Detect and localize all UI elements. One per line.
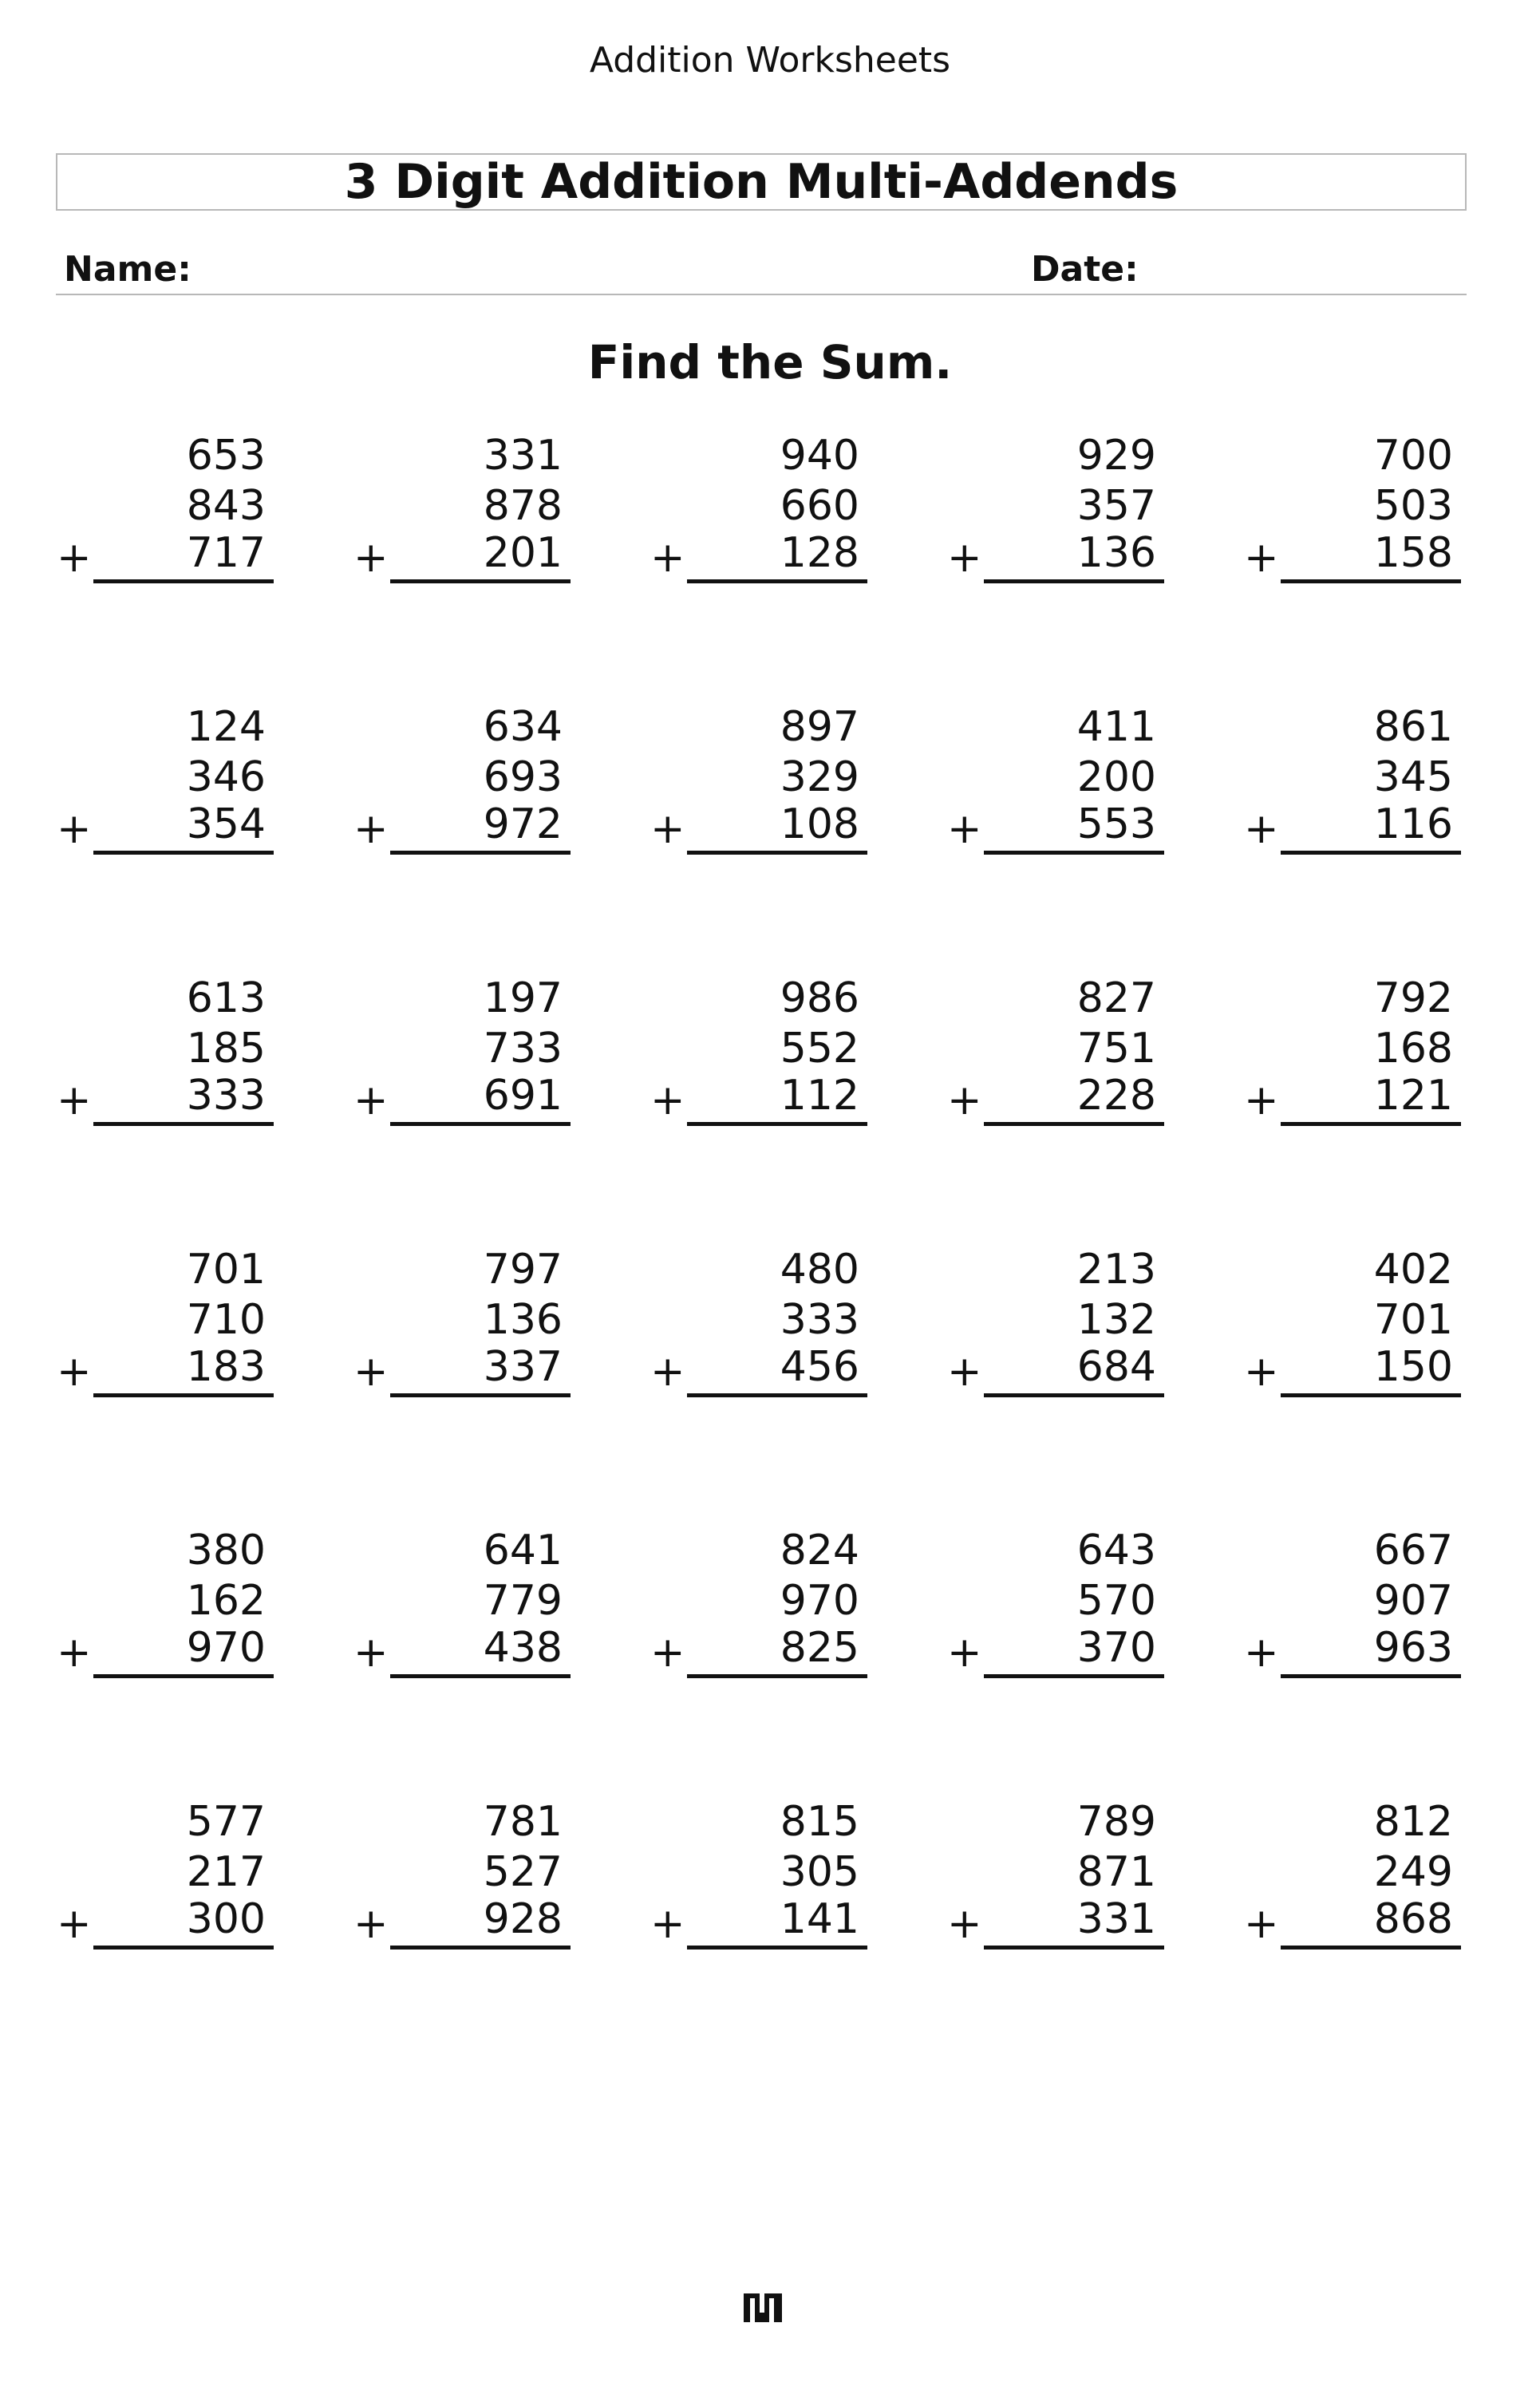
answer-line	[687, 1122, 867, 1126]
addend-2: 570	[1076, 1577, 1156, 1625]
worksheet-title: 3 Digit Addition Multi-Addends	[56, 153, 1467, 211]
addition-problem	[644, 702, 867, 870]
addition-problem	[1238, 1526, 1461, 1693]
addition-problem	[50, 1526, 274, 1693]
addend-3: 150	[1373, 1343, 1453, 1391]
date-label: Date:	[1031, 249, 1139, 290]
addend-3: 970	[186, 1624, 266, 1672]
addend-3: 158	[1373, 529, 1453, 577]
addend-2: 871	[1076, 1848, 1156, 1896]
addend-2: 162	[186, 1577, 266, 1625]
answer-line	[1281, 1122, 1461, 1126]
addend-3: 136	[1076, 529, 1156, 577]
addition-problem	[50, 431, 274, 598]
addend-2: 132	[1076, 1296, 1156, 1344]
addend-2: 185	[186, 1025, 266, 1073]
answer-line	[93, 1946, 274, 1950]
addend-2: 305	[780, 1848, 859, 1896]
addend-2: 751	[1076, 1025, 1156, 1073]
addend-2: 249	[1373, 1848, 1453, 1896]
addend-3: 438	[483, 1624, 563, 1672]
addend-2: 907	[1373, 1577, 1453, 1625]
addition-problem	[1238, 702, 1461, 870]
addend-1: 331	[483, 432, 563, 480]
instructions-heading: Find the Sum.	[587, 335, 953, 389]
addition-problem	[347, 431, 571, 598]
addend-2: 200	[1076, 753, 1156, 801]
addend-1: 613	[186, 974, 266, 1022]
addition-problem	[644, 431, 867, 598]
addend-3: 963	[1373, 1624, 1453, 1672]
answer-line	[93, 579, 274, 583]
addend-2: 168	[1373, 1025, 1453, 1073]
plus-sign: +	[57, 1629, 92, 1677]
answer-line	[93, 851, 274, 855]
answer-line	[984, 579, 1164, 583]
addend-1: 411	[1076, 703, 1156, 751]
answer-line	[1281, 1674, 1461, 1678]
addend-3: 717	[186, 529, 266, 577]
addend-2: 660	[780, 482, 859, 530]
addend-3: 337	[483, 1343, 563, 1391]
addend-1: 792	[1373, 974, 1453, 1022]
addend-3: 825	[780, 1624, 859, 1672]
addend-1: 213	[1076, 1246, 1156, 1294]
addition-problem	[941, 431, 1164, 598]
addition-problem	[1238, 974, 1461, 1141]
plus-sign: +	[650, 1900, 685, 1948]
addend-1: 929	[1076, 432, 1156, 480]
plus-sign: +	[1244, 805, 1279, 853]
addition-problem	[347, 702, 571, 870]
addend-3: 112	[780, 1072, 859, 1120]
plus-sign: +	[1244, 1348, 1279, 1396]
addend-3: 553	[1076, 800, 1156, 848]
addend-1: 667	[1373, 1527, 1453, 1574]
addend-1: 701	[186, 1246, 266, 1294]
addend-2: 701	[1373, 1296, 1453, 1344]
answer-line	[93, 1674, 274, 1678]
addend-3: 868	[1373, 1895, 1453, 1943]
addend-1: 197	[483, 974, 563, 1022]
addend-2: 346	[186, 753, 266, 801]
addend-1: 940	[780, 432, 859, 480]
addend-1: 641	[483, 1527, 563, 1574]
addend-2: 136	[483, 1296, 563, 1344]
addend-3: 684	[1076, 1343, 1156, 1391]
addend-3: 300	[186, 1895, 266, 1943]
addend-3: 121	[1373, 1072, 1453, 1120]
addition-problem	[644, 1245, 867, 1412]
plus-sign: +	[947, 534, 982, 582]
plus-sign: +	[57, 1077, 92, 1124]
addend-1: 815	[780, 1798, 859, 1846]
addition-problem	[50, 974, 274, 1141]
addend-3: 141	[780, 1895, 859, 1943]
addend-1: 577	[186, 1798, 266, 1846]
addend-3: 128	[780, 529, 859, 577]
addend-2: 329	[780, 753, 859, 801]
addend-3: 183	[186, 1343, 266, 1391]
addition-problem	[347, 974, 571, 1141]
addend-3: 354	[186, 800, 266, 848]
addition-problem	[941, 702, 1164, 870]
addition-problem	[941, 1245, 1164, 1412]
plus-sign: +	[650, 534, 685, 582]
addend-3: 116	[1373, 800, 1453, 848]
addition-problem	[1238, 431, 1461, 598]
answer-line	[687, 1674, 867, 1678]
addition-problem	[50, 1797, 274, 1965]
plus-sign: +	[650, 805, 685, 853]
addend-1: 124	[186, 703, 266, 751]
answer-line	[984, 1393, 1164, 1397]
addend-1: 480	[780, 1246, 859, 1294]
plus-sign: +	[947, 805, 982, 853]
addend-1: 380	[186, 1527, 266, 1574]
plus-sign: +	[1244, 1900, 1279, 1948]
plus-sign: +	[650, 1629, 685, 1677]
addend-3: 691	[483, 1072, 563, 1120]
addend-1: 653	[186, 432, 266, 480]
addition-problem	[1238, 1245, 1461, 1412]
answer-line	[984, 1674, 1164, 1678]
answer-line	[984, 851, 1164, 855]
addition-problem	[347, 1245, 571, 1412]
answer-line	[390, 1393, 571, 1397]
addend-1: 634	[483, 703, 563, 751]
addend-1: 861	[1373, 703, 1453, 751]
addend-1: 700	[1373, 432, 1453, 480]
plus-sign: +	[947, 1077, 982, 1124]
addend-2: 779	[483, 1577, 563, 1625]
addend-3: 370	[1076, 1624, 1156, 1672]
addend-1: 789	[1076, 1798, 1156, 1846]
plus-sign: +	[353, 534, 389, 582]
answer-line	[93, 1393, 274, 1397]
addend-1: 897	[780, 703, 859, 751]
addition-problem	[347, 1797, 571, 1965]
answer-line	[984, 1122, 1164, 1126]
answer-line	[390, 1946, 571, 1950]
addition-problem	[644, 1526, 867, 1693]
addend-3: 108	[780, 800, 859, 848]
plus-sign: +	[947, 1900, 982, 1948]
plus-sign: +	[1244, 1629, 1279, 1677]
addend-3: 228	[1076, 1072, 1156, 1120]
plus-sign: +	[353, 1629, 389, 1677]
addend-2: 693	[483, 753, 563, 801]
addend-2: 552	[780, 1025, 859, 1073]
plus-sign: +	[57, 1348, 92, 1396]
addend-2: 733	[483, 1025, 563, 1073]
addend-1: 824	[780, 1527, 859, 1574]
addend-2: 345	[1373, 753, 1453, 801]
plus-sign: +	[57, 1900, 92, 1948]
worksheet-brand-logo-icon	[742, 2290, 784, 2325]
name-date-row	[56, 249, 1467, 295]
plus-sign: +	[947, 1629, 982, 1677]
plus-sign: +	[650, 1348, 685, 1396]
addend-2: 970	[780, 1577, 859, 1625]
name-label: Name:	[64, 249, 192, 290]
addend-1: 827	[1076, 974, 1156, 1022]
addition-problem	[347, 1526, 571, 1693]
answer-line	[687, 1946, 867, 1950]
addend-2: 843	[186, 482, 266, 530]
problem-grid	[56, 431, 1467, 1963]
addend-2: 217	[186, 1848, 266, 1896]
answer-line	[390, 851, 571, 855]
answer-line	[1281, 1393, 1461, 1397]
addend-1: 402	[1373, 1246, 1453, 1294]
addend-2: 357	[1076, 482, 1156, 530]
addend-2: 503	[1373, 482, 1453, 530]
addend-3: 333	[186, 1072, 266, 1120]
plus-sign: +	[353, 1900, 389, 1948]
addition-problem	[50, 702, 274, 870]
addend-3: 201	[483, 529, 563, 577]
answer-line	[1281, 579, 1461, 583]
addition-problem	[1238, 1797, 1461, 1965]
answer-line	[93, 1122, 274, 1126]
addition-problem	[941, 1797, 1164, 1965]
plus-sign: +	[57, 534, 92, 582]
addition-problem	[50, 1245, 274, 1412]
plus-sign: +	[57, 805, 92, 853]
addition-problem	[644, 1797, 867, 1965]
plus-sign: +	[947, 1348, 982, 1396]
addition-problem	[644, 974, 867, 1141]
addend-1: 812	[1373, 1798, 1453, 1846]
addend-2: 878	[483, 482, 563, 530]
answer-line	[390, 1674, 571, 1678]
addend-1: 643	[1076, 1527, 1156, 1574]
addition-problem	[941, 974, 1164, 1141]
answer-line	[687, 1393, 867, 1397]
addition-problem	[941, 1526, 1164, 1693]
answer-line	[1281, 851, 1461, 855]
plus-sign: +	[1244, 534, 1279, 582]
plus-sign: +	[353, 805, 389, 853]
addend-3: 972	[483, 800, 563, 848]
addend-3: 331	[1076, 1895, 1156, 1943]
plus-sign: +	[650, 1077, 685, 1124]
answer-line	[390, 1122, 571, 1126]
addend-1: 781	[483, 1798, 563, 1846]
addend-2: 710	[186, 1296, 266, 1344]
answer-line	[687, 851, 867, 855]
plus-sign: +	[353, 1348, 389, 1396]
plus-sign: +	[1244, 1077, 1279, 1124]
addend-3: 928	[483, 1895, 563, 1943]
logo-mark	[742, 2290, 784, 2325]
answer-line	[984, 1946, 1164, 1950]
plus-sign: +	[353, 1077, 389, 1124]
answer-line	[390, 579, 571, 583]
addend-1: 986	[780, 974, 859, 1022]
addend-3: 456	[780, 1343, 859, 1391]
addend-1: 797	[483, 1246, 563, 1294]
answer-line	[687, 579, 867, 583]
worksheet-header-label: Addition Worksheets	[589, 40, 951, 81]
addend-2: 527	[483, 1848, 563, 1896]
addend-2: 333	[780, 1296, 859, 1344]
answer-line	[1281, 1946, 1461, 1950]
